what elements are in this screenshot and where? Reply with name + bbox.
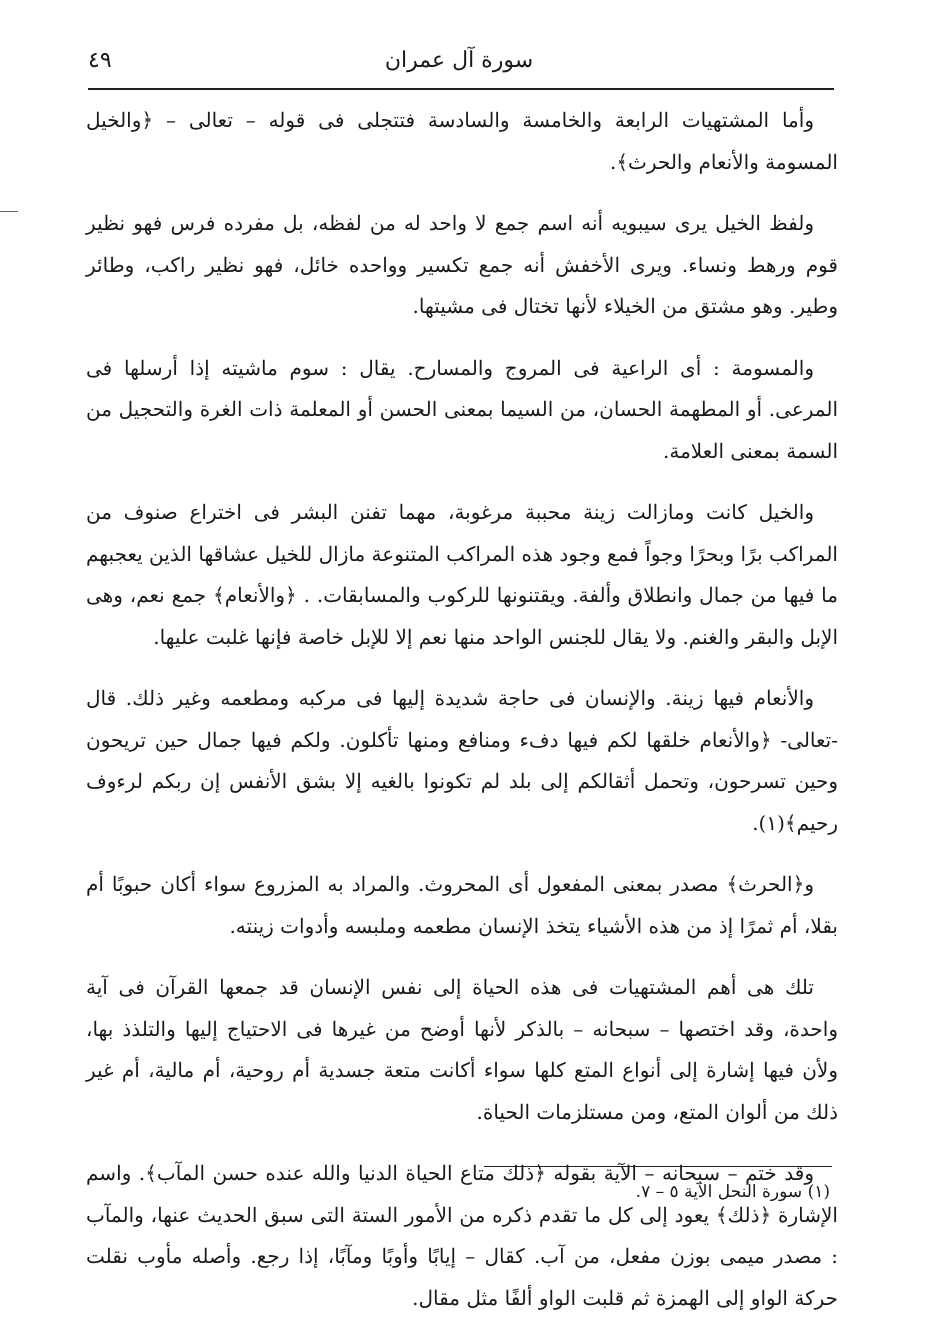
paragraph-3: والمسومة : أى الراعية فى المروج والمسارح. يقال : سوم ماشيته إذا أرسلها فى المرعى. أو المطهمة الحسان، من السيما بمعنى الحسن أو المعلمة ذات الغرة والتحجيل من السمة بمعنى العلامة. <box>86 355 838 463</box>
header-rule <box>88 88 834 90</box>
footnote: (١) سورة النحل الآية ٥ – ٧. <box>635 1182 830 1202</box>
paragraph-7: تلك هى أهم المشتهيات فى هذه الحياة إلى نفس الإنسان قد جمعها القرآن فى آية واحدة، وقد اختصها – سبحانه – بالذكر لأنها أوضح من غيرها فى الاحتياج إليها والتلذذ بها، ولأن فيها إشارة إلى أنواع المتع كلها سواء أكانت متعة جسدية أم روحية، أم مالية، أم غير ذلك من ألوان المتع، ومن مستلزمات الحياة. <box>86 975 838 1124</box>
paragraph-5: والأنعام فيها زينة. والإنسان فى حاجة شديدة إليها فى مركبه ومطعمه وغير ذلك. قال -تعالى- ﴿والأنعام خلقها لكم فيها دفء ومنافع ومنها تأكلون. ولكم فيها جمال حين تريحون وحين تسرحون، وتحمل أثقالكم إلى بلد لم تكونوا بالغيه إلا بشق الأنفس إن ربكم لرءوف رحيم﴾(١). <box>86 686 838 835</box>
paragraph-1: وأما المشتهيات الرابعة والخامسة والسادسة فتتجلى فى قوله – تعالى – ﴿والخيل المسومة والأنعام والحرث﴾. <box>86 108 838 174</box>
page-number: ٤٩ <box>88 48 112 73</box>
body-text <box>86 100 838 1339</box>
paragraph-8: وقد ختم – سبحانه – الآية بقوله ﴿ذلك متاع الحياة الدنيا والله عنده حسن المآب﴾. واسم الإشارة ﴿ذلك﴾ يعود إلى كل ما تقدم ذكره من الأمور الستة التى سبق الحديث عنها، والمآب : مصدر ميمى بوزن مفعل، من آب. كقال – إيابًا وأوبًا ومآبًا، إذا رجع. وأصله مأوب نقلت حركة الواو إلى الهمزة ثم قلبت الواو ألفًا مثل مقال. <box>86 1161 838 1310</box>
footnote-rule <box>484 1166 832 1167</box>
paragraph-6: و﴿الحرث﴾ مصدر بمعنى المفعول أى المحروث. والمراد به المزروع سواء أكان حبوبًا أم بقلا، أم ثمرًا إذ من هذه الأشياء يتخذ الإنسان مطعمه وملبسه وأدوات زينته. <box>86 872 838 938</box>
margin-mark <box>0 211 18 212</box>
running-title: سورة آل عمران <box>384 48 534 73</box>
paragraph-2: ولفظ الخيل يرى سيبويه أنه اسم جمع لا واحد له من لفظه، بل مفرده فرس فهو نظير قوم ورهط ونساء. ويرى الأخفش أنه جمع تكسير وواحده خائل، فهو نظير راكب، وطائر وطير. وهو مشتق من الخيلاء لأنها تختال فى مشيتها. <box>86 211 838 318</box>
paragraph-4: والخيل كانت ومازالت زينة محببة مرغوبة، مهما تفنن البشر فى اختراع صنوف من المراكب برًا وبحرًا وجواً فمع وجود هذه المراكب المتنوعة مازال للخيل عشاقها الذين يعجبهم ما فيها من جمال وانطلاق وألفة. ويقتنونها للركوب والمسابقات. . ﴿والأنعام﴾ جمع نعم، وهى الإبل والبقر والغنم. ولا يقال للجنس الواحد منها نعم إلا للإبل خاصة فإنها غلبت عليها. <box>86 500 838 649</box>
page-header <box>88 42 830 82</box>
